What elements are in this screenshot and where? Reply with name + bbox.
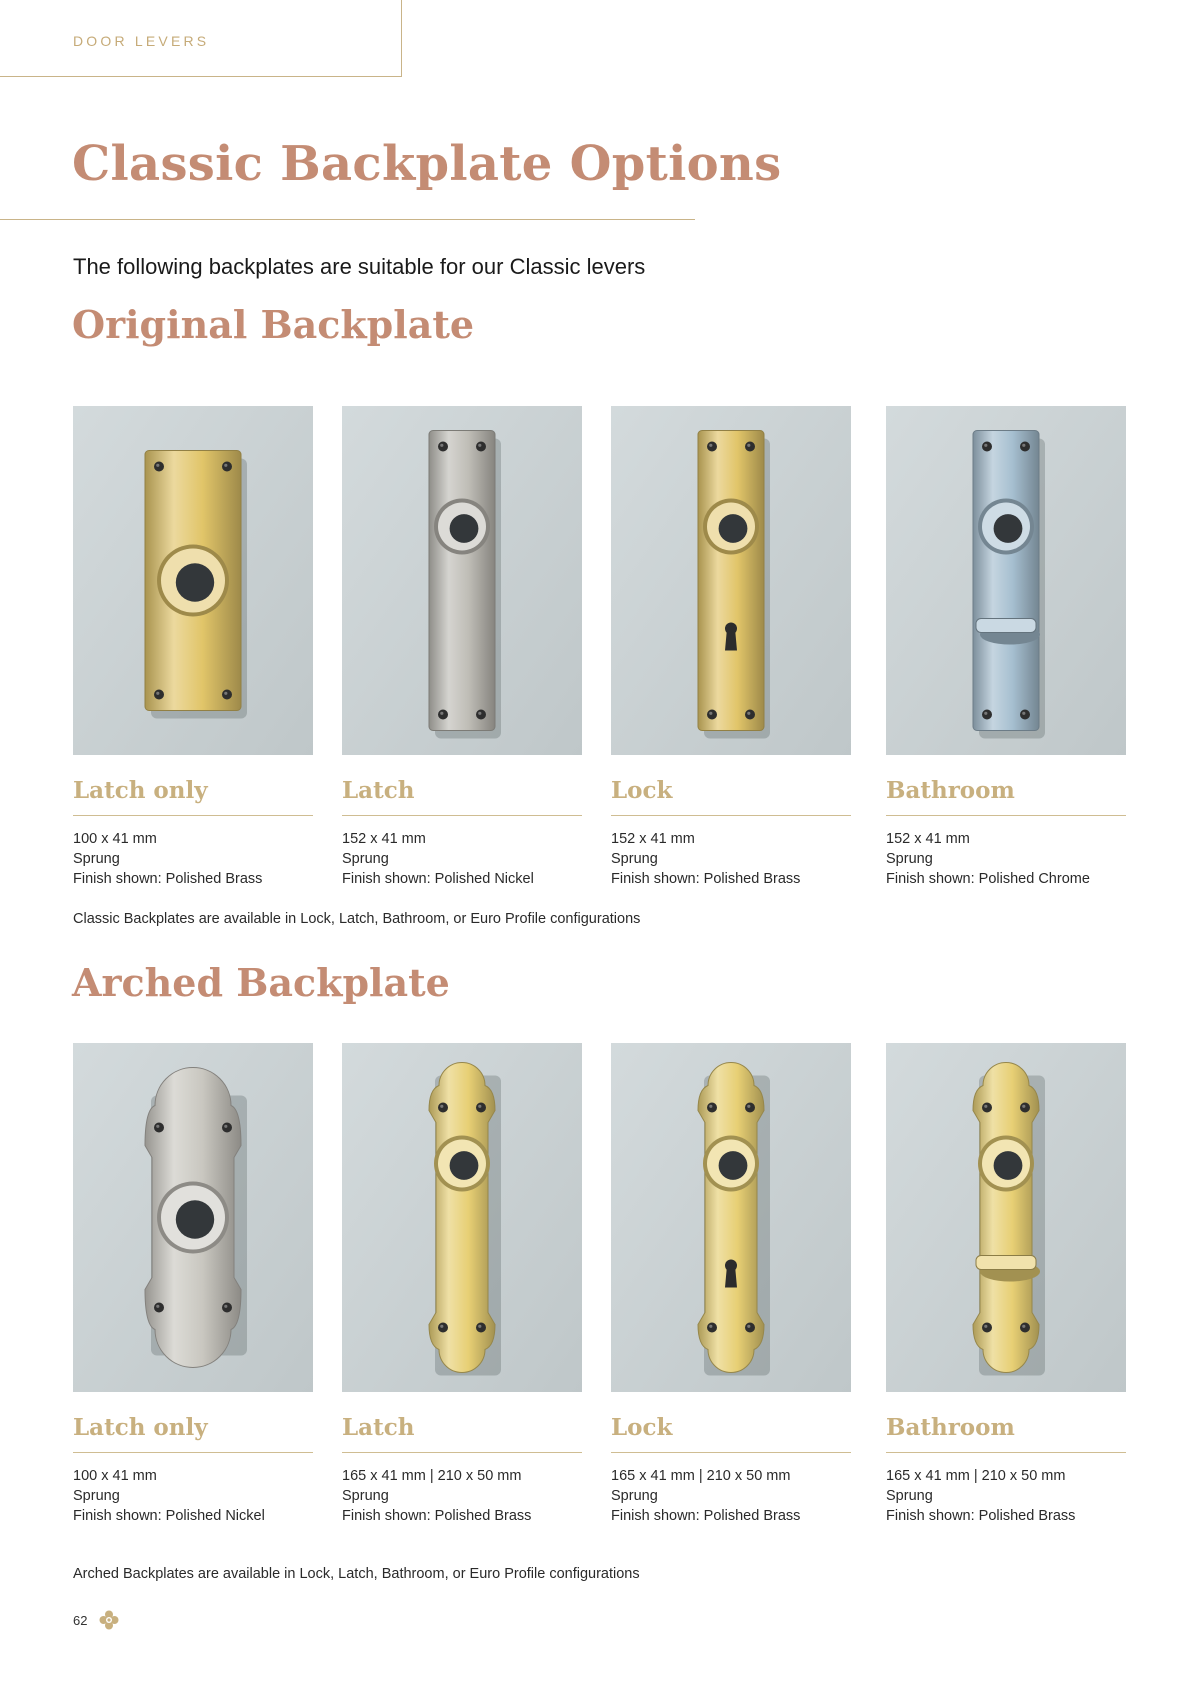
product-spring: Sprung (342, 1488, 389, 1504)
screw (745, 1323, 755, 1333)
product-divider (342, 815, 582, 816)
product-divider (886, 815, 1126, 816)
backplate (429, 431, 495, 731)
product-finish: Finish shown: Polished Brass (886, 1508, 1076, 1524)
screw-highlight (440, 1325, 443, 1328)
screw (707, 710, 717, 720)
screw (1020, 442, 1030, 452)
product-finish: Finish shown: Polished Chrome (886, 871, 1090, 887)
product-photo (611, 406, 851, 755)
product-photo (611, 1043, 851, 1392)
title-divider (0, 219, 695, 220)
screw-highlight (156, 1125, 159, 1128)
screw (438, 710, 448, 720)
section-title-original: Original Backplate (72, 302, 475, 347)
screw-highlight (709, 1325, 712, 1328)
configuration-note: Classic Backplates are available in Lock, Latch, Bathroom, or Euro Profile configurations (73, 911, 641, 927)
screw (476, 1323, 486, 1333)
product-size: 152 x 41 mm (611, 831, 695, 847)
product-card-original-lock (611, 406, 851, 889)
screw-highlight (984, 444, 987, 447)
product-name: Latch (342, 1414, 415, 1441)
screw-highlight (478, 1325, 481, 1328)
screw-highlight (156, 692, 159, 695)
product-card-arched-bathroom (886, 1043, 1126, 1526)
configuration-note: Arched Backplates are available in Lock, Latch, Bathroom, or Euro Profile configurations (73, 1566, 640, 1582)
product-size: 165 x 41 mm | 210 x 50 mm (611, 1468, 791, 1484)
flower-emblem-icon (99, 1610, 119, 1630)
screw-highlight (984, 1105, 987, 1108)
product-card-original-latch (342, 406, 582, 889)
product-divider (342, 1452, 582, 1453)
product-name: Bathroom (886, 777, 1015, 804)
product-divider (73, 815, 313, 816)
screw-highlight (478, 1105, 481, 1108)
product-card-arched-latch-only (73, 1043, 313, 1526)
product-photo (886, 1043, 1126, 1392)
product-finish: Finish shown: Polished Brass (611, 1508, 801, 1524)
screw (707, 1323, 717, 1333)
product-divider (886, 1452, 1126, 1453)
keyhole-slot (725, 1266, 737, 1288)
product-size: 100 x 41 mm (73, 1468, 157, 1484)
product-size: 152 x 41 mm (886, 831, 970, 847)
keyhole-slot (725, 629, 737, 651)
screw-highlight (709, 712, 712, 715)
product-photo (886, 406, 1126, 755)
product-name: Latch (342, 777, 415, 804)
screw (222, 690, 232, 700)
spindle-hole (450, 1151, 479, 1180)
screw-highlight (156, 464, 159, 467)
spindle-hole (176, 1200, 214, 1238)
screw (982, 1103, 992, 1113)
screw (982, 710, 992, 720)
screw (222, 1123, 232, 1133)
product-spring: Sprung (611, 1488, 658, 1504)
screw (222, 1303, 232, 1313)
product-finish: Finish shown: Polished Brass (611, 871, 801, 887)
spindle-hole (994, 514, 1023, 543)
screw (222, 462, 232, 472)
screw-highlight (984, 1325, 987, 1328)
screw (438, 442, 448, 452)
product-finish: Finish shown: Polished Brass (342, 1508, 532, 1524)
screw-highlight (747, 444, 750, 447)
product-photo (73, 406, 313, 755)
spindle-hole (450, 514, 479, 543)
screw (476, 710, 486, 720)
screw-highlight (478, 444, 481, 447)
thumb-turn (976, 619, 1036, 633)
screw (438, 1103, 448, 1113)
product-name: Latch only (73, 1414, 208, 1441)
screw-highlight (440, 712, 443, 715)
screw (745, 442, 755, 452)
section-title-arched: Arched Backplate (72, 960, 450, 1005)
screw-highlight (747, 1325, 750, 1328)
screw-highlight (1022, 712, 1025, 715)
product-photo (342, 406, 582, 755)
product-divider (611, 815, 851, 816)
product-card-arched-lock (611, 1043, 851, 1526)
section-tab (0, 0, 402, 77)
screw (154, 690, 164, 700)
screw-highlight (440, 444, 443, 447)
spindle-hole (719, 514, 748, 543)
product-spring: Sprung (886, 1488, 933, 1504)
product-name: Bathroom (886, 1414, 1015, 1441)
screw-highlight (440, 1105, 443, 1108)
screw (438, 1323, 448, 1333)
screw-highlight (224, 692, 227, 695)
screw-highlight (478, 712, 481, 715)
product-finish: Finish shown: Polished Nickel (342, 871, 534, 887)
product-finish: Finish shown: Polished Nickel (73, 1508, 265, 1524)
product-card-original-bathroom (886, 406, 1126, 889)
product-card-original-latch-only (73, 406, 313, 889)
screw (982, 1323, 992, 1333)
product-divider (611, 1452, 851, 1453)
product-name: Latch only (73, 777, 208, 804)
screw (476, 442, 486, 452)
screw-highlight (709, 1105, 712, 1108)
product-spring: Sprung (342, 851, 389, 867)
section-tab-label: DOOR LEVERS (73, 33, 210, 49)
product-spring: Sprung (611, 851, 658, 867)
screw (745, 710, 755, 720)
product-size: 152 x 41 mm (342, 831, 426, 847)
screw (1020, 1323, 1030, 1333)
screw (745, 1103, 755, 1113)
product-spring: Sprung (73, 851, 120, 867)
screw-highlight (1022, 1325, 1025, 1328)
spindle-hole (994, 1151, 1023, 1180)
screw-highlight (224, 1305, 227, 1308)
screw (707, 442, 717, 452)
product-size: 165 x 41 mm | 210 x 50 mm (342, 1468, 522, 1484)
screw (154, 462, 164, 472)
thumb-turn (976, 1256, 1036, 1270)
page-title: Classic Backplate Options (72, 136, 782, 192)
screw-highlight (156, 1305, 159, 1308)
screw-highlight (984, 712, 987, 715)
product-card-arched-latch (342, 1043, 582, 1526)
screw (1020, 710, 1030, 720)
screw-highlight (747, 1105, 750, 1108)
screw-highlight (224, 1125, 227, 1128)
product-name: Lock (611, 1414, 673, 1441)
spindle-hole (176, 563, 214, 601)
intro-text: The following backplates are suitable for our Classic levers (73, 254, 646, 279)
product-spring: Sprung (73, 1488, 120, 1504)
screw-highlight (747, 712, 750, 715)
product-spring: Sprung (886, 851, 933, 867)
screw (1020, 1103, 1030, 1113)
screw-highlight (1022, 1105, 1025, 1108)
screw (154, 1303, 164, 1313)
screw (982, 442, 992, 452)
page-number: 62 (73, 1612, 88, 1628)
product-photo (73, 1043, 313, 1392)
page-footer (73, 1610, 119, 1630)
screw (707, 1103, 717, 1113)
screw-highlight (709, 444, 712, 447)
spindle-hole (719, 1151, 748, 1180)
backplate (973, 431, 1039, 731)
product-photo (342, 1043, 582, 1392)
screw-highlight (224, 464, 227, 467)
backplate (698, 431, 764, 731)
screw (154, 1123, 164, 1133)
screw-highlight (1022, 444, 1025, 447)
screw (476, 1103, 486, 1113)
product-name: Lock (611, 777, 673, 804)
product-finish: Finish shown: Polished Brass (73, 871, 263, 887)
product-divider (73, 1452, 313, 1453)
product-size: 100 x 41 mm (73, 831, 157, 847)
product-size: 165 x 41 mm | 210 x 50 mm (886, 1468, 1066, 1484)
